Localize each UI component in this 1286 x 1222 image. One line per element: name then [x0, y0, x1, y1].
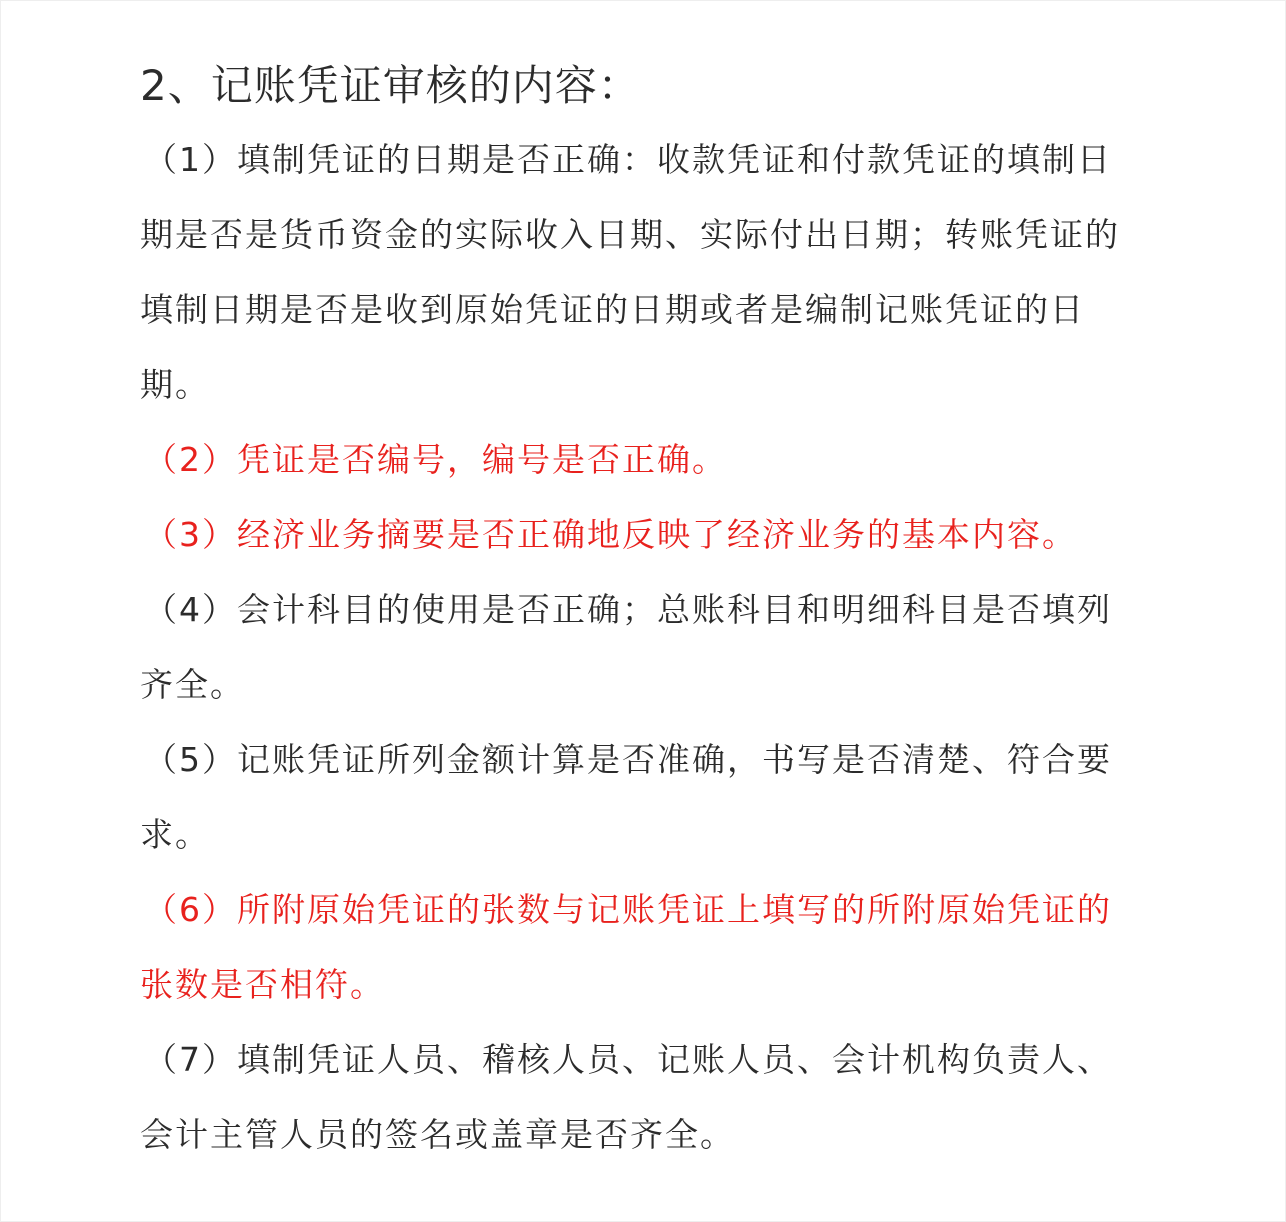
paragraph-line: （4）会计科目的使用是否正确；总账科目和明细科目是否填列 [144, 590, 1112, 629]
paragraph-line: 齐全。 [140, 665, 245, 704]
section-heading: 2、记账凭证审核的内容： [140, 61, 641, 110]
document-body [140, 122, 1140, 1172]
paragraph-item-7 [140, 1022, 1140, 1172]
paragraph-line: （7）填制凭证人员、稽核人员、记账人员、会计机构负责人、 [144, 1040, 1112, 1079]
paragraph-item-5 [140, 722, 1140, 872]
paragraph-item-1 [140, 122, 1140, 422]
paragraph-line: （2）凭证是否编号，编号是否正确。 [144, 440, 727, 479]
paragraph-line: 会计主管人员的签名或盖章是否齐全。 [140, 1115, 735, 1154]
paragraph-line: 期。 [140, 365, 210, 404]
paragraph-item-3 [140, 497, 1140, 572]
paragraph-line: 张数是否相符。 [140, 965, 385, 1004]
paragraph-line: （3）经济业务摘要是否正确地反映了经济业务的基本内容。 [144, 515, 1077, 554]
paragraph-line: （5）记账凭证所列金额计算是否准确，书写是否清楚、符合要 [144, 740, 1112, 779]
paragraph-line: 期是否是货币资金的实际收入日期、实际付出日期；转账凭证的 [140, 215, 1120, 254]
paragraph-line: 填制日期是否是收到原始凭证的日期或者是编制记账凭证的日 [140, 290, 1085, 329]
paragraph-item-2 [140, 422, 1140, 497]
paragraph-line: （1）填制凭证的日期是否正确：收款凭证和付款凭证的填制日 [144, 140, 1112, 179]
paragraph-line: （6）所附原始凭证的张数与记账凭证上填写的所附原始凭证的 [144, 890, 1112, 929]
paragraph-item-4 [140, 572, 1140, 722]
paragraph-line: 求。 [140, 815, 210, 854]
paragraph-item-6 [140, 872, 1140, 1022]
